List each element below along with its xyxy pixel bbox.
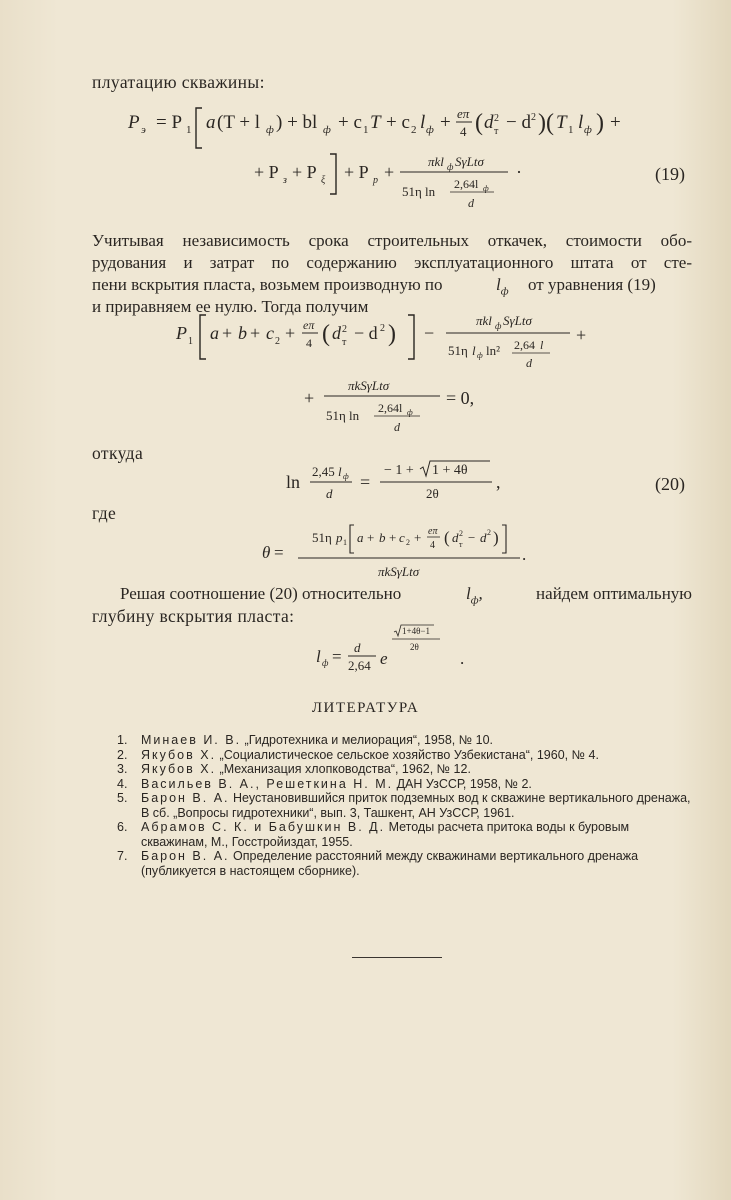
reference-number: 7. [117,849,128,863]
svg-text:T: T [370,112,381,133]
svg-text:(: ( [322,321,330,347]
equation-19-number: (19) [655,164,685,184]
svg-text:=: = [360,472,371,492]
paragraph-line-text: Решая соотношение (20) относительно [120,584,402,603]
svg-text:ф: ф [584,124,592,136]
svg-text:з: з [283,175,287,186]
svg-text:1: 1 [568,124,574,136]
svg-text:πkl: πkl [476,313,492,328]
svg-text:4: 4 [306,336,312,350]
svg-text:,: , [496,472,501,492]
equation-theta [258,520,568,587]
svg-text:р: р [373,175,378,186]
reference-author: Минаев И. В. [141,733,242,747]
svg-text:2: 2 [494,113,499,124]
equation-l-phi [310,622,480,685]
svg-text:+: + [389,530,397,545]
svg-text:−: − [424,323,435,343]
svg-text:d: d [480,530,487,545]
svg-text:l: l [540,338,544,352]
svg-text:2: 2 [459,529,463,538]
reference-number: 3. [117,762,128,776]
svg-text:2θ: 2θ [426,486,439,501]
svg-text:+: + [250,323,261,343]
equation-derivative-line-2 [300,372,500,443]
reference-text: Определение расстояний между скважинами вертикального дренажа (публикуется в настоящем сборнике). [141,849,639,878]
reference-number: 5. [117,791,128,805]
svg-text:+: + [222,323,233,343]
svg-text:2,45: 2,45 [312,464,335,479]
svg-text:= 0,: = 0, [446,388,475,408]
reference-text: „Гидротехника и мелиорация“, 1958, № 10. [244,733,493,747]
svg-text:2: 2 [531,112,536,123]
paragraph-line [120,583,692,605]
svg-text:ф: ф [322,658,329,668]
svg-text:4: 4 [430,540,435,551]
svg-text:э: э [141,124,146,136]
reference-text: ДАН УзССР, 1958, № 2. [396,776,532,791]
svg-text:2θ: 2θ [410,642,419,652]
svg-text:b: b [238,323,247,343]
svg-text:4: 4 [460,124,467,139]
svg-text:d: d [468,196,474,210]
svg-text:−: − [468,530,476,545]
svg-text:− 1 +: − 1 + [384,463,414,478]
svg-text:1: 1 [343,538,347,547]
reference-item [117,777,697,792]
literature-title: ЛИТЕРАТУРА [311,700,420,716]
svg-text:SγLtσ: SγLtσ [503,313,532,328]
svg-text:): ) [596,110,604,136]
svg-text:eπ: eπ [428,526,438,537]
svg-text:2: 2 [275,336,280,347]
svg-text:ф: ф [477,351,483,360]
reference-text: „Механизация хлопководства“, 1962, № 12. [219,762,471,776]
reference-item [117,733,697,748]
svg-text:(T + l: (T + l [217,112,261,133]
svg-text:+: + [384,162,395,182]
paragraph-line: Учитывая независимость срока строительных откачек, стоимости обо- [92,231,692,250]
svg-text:.: . [522,545,527,564]
svg-text:51η: 51η [448,343,468,358]
reference-number: 4. [117,776,128,791]
svg-text:ln: ln [286,472,301,492]
svg-text:ф: ф [495,321,502,331]
svg-text:1: 1 [188,336,193,347]
svg-text:т: т [342,337,347,348]
reference-number: 2. [117,747,128,762]
svg-text:+ P: + P [344,162,369,182]
svg-text:ф: ф [323,124,331,136]
word-gde: где [92,503,117,523]
reference-author: Якубов Х. [141,747,217,762]
svg-text:+: + [367,530,375,545]
paragraph-line-tail: найдем оптимальную [536,584,692,603]
svg-text:d: d [452,530,459,545]
svg-text:2: 2 [406,538,410,547]
svg-text:a: a [206,112,216,133]
svg-text:πkSγLtσ: πkSγLtσ [348,378,390,393]
paragraph-line-text: пени вскрытия пласта, возьмем производную по [92,275,443,294]
svg-text:+: + [304,388,315,408]
reference-author: Васильев В. А., Решеткина Н. М. [141,776,394,791]
svg-text:d: d [394,420,400,434]
reference-item [117,762,697,777]
equation-20 [282,458,522,513]
svg-text:1 + 4θ: 1 + 4θ [432,463,468,478]
paragraph-line: и приравняем ее нулю. Тогда получим [92,297,369,316]
svg-text:т: т [459,540,463,549]
svg-text:+: + [285,323,296,343]
variable-l-phi: $l_ф$ [496,275,509,298]
reference-author: Якубов Х. [141,762,217,776]
word-otkuda: откуда [92,443,144,463]
svg-text:+: + [610,112,621,133]
svg-text:− d: − d [354,323,378,343]
reference-author: Барон В. А. [141,849,230,863]
svg-text:2: 2 [380,323,385,334]
reference-item [117,791,697,820]
svg-text:P: P [128,112,140,133]
svg-text:ln²: ln² [486,343,501,358]
svg-text:2: 2 [342,324,347,335]
svg-text:51η: 51η [312,530,332,545]
svg-text:=: = [274,543,284,562]
reference-number: 1. [117,733,128,747]
closing-divider [352,957,442,958]
svg-text:51η ln: 51η ln [402,184,436,199]
paragraph-line: рудования и затрат по содержанию эксплуатационного штата от сте- [92,253,692,272]
paragraph-line: глубину вскрытия пласта: [92,606,295,626]
svg-text:c: c [266,323,274,343]
paragraph-line-tail: от уравнения (19) [528,275,656,294]
svg-text:): ) [388,321,396,347]
svg-text:πkSγLtσ: πkSγLtσ [378,564,420,579]
svg-text:ф: ф [343,472,349,481]
svg-text:d: d [332,323,341,343]
svg-text:(: ( [444,528,450,547]
svg-text:l: l [472,343,476,358]
svg-text:=: = [332,647,342,666]
svg-text:πkl: πkl [428,154,444,169]
svg-text:e: e [380,649,388,668]
svg-text:+ P: + P [254,162,279,182]
svg-text:− d: − d [506,112,531,133]
svg-text:l: l [316,647,321,666]
reference-author: Абрамов С. К. и Бабушкин В. Д. [141,820,386,834]
svg-text:p: p [336,530,343,545]
svg-text:d: d [526,356,532,370]
reference-number: 6. [117,820,128,834]
svg-text:+: + [576,325,587,345]
svg-text:ф: ф [447,162,454,172]
svg-text:2: 2 [411,124,417,136]
svg-text:c: c [399,530,405,545]
svg-text:+: + [414,530,422,545]
svg-text:51η ln: 51η ln [326,408,360,423]
svg-text:+ c: + c [386,112,410,133]
svg-text:SγLtσ: SγLtσ [455,154,484,169]
svg-text:d: d [484,112,494,133]
svg-text:ф: ф [266,124,274,136]
svg-text:+: + [440,112,451,133]
variable-l-phi: $l_ф$, [466,584,483,607]
svg-text:= P: = P [156,112,183,133]
reference-item [117,849,697,878]
svg-text:l: l [578,112,584,133]
svg-text:l: l [338,464,342,479]
svg-text:2,64: 2,64 [348,658,371,673]
reference-author: Барон В. А. [141,791,230,805]
svg-text:+ c: + c [338,112,362,133]
svg-text:)(: )( [538,110,554,136]
svg-text:eπ: eπ [457,106,470,121]
svg-text:d: d [326,486,333,501]
paragraph-solution [120,583,692,605]
equation-20-number: (20) [655,474,685,494]
svg-text:ф: ф [426,124,434,136]
reference-item [117,748,697,763]
svg-text:+ P: + P [292,162,317,182]
svg-text:.: . [460,649,465,668]
svg-text:2,64: 2,64 [514,338,535,352]
svg-text:1: 1 [186,124,192,136]
reference-text: Методы расчета притока воды к буровым скважинам, М., Госстройиздат, 1955. [141,820,630,849]
svg-text:2,64l: 2,64l [454,177,479,191]
svg-text:·: · [516,162,522,182]
svg-text:1: 1 [363,124,369,136]
equation-derivative-line-1 [172,305,632,380]
intro-text: плуатацию скважины: [92,72,265,92]
svg-text:θ: θ [262,543,271,562]
svg-text:d: d [354,640,361,655]
svg-text:T: T [556,112,567,133]
reference-text: „Социалистическое сельское хозяйство Узбекистана“, 1960, № 4. [219,747,599,762]
svg-text:) + bl: ) + bl [276,112,318,133]
svg-text:ф: ф [483,184,489,193]
svg-text:2: 2 [487,528,491,537]
svg-text:l: l [420,112,426,133]
paragraph-line [92,274,692,296]
reference-list [117,733,697,878]
svg-text:P: P [176,323,187,343]
svg-text:a: a [210,323,219,343]
svg-text:1+4θ−1: 1+4θ−1 [402,626,430,636]
svg-text:a: a [357,530,364,545]
svg-text:ф: ф [407,408,413,417]
svg-text:b: b [379,530,386,545]
svg-text:т: т [494,126,499,137]
svg-text:eπ: eπ [303,318,315,332]
svg-text:): ) [493,528,499,547]
svg-text:ξ: ξ [321,175,326,186]
reference-text: Неустановившийся приток подземных вод к скважине вертикального дренажа, В сб. „Вопросы гидротехники“, вып. 3, Ташкент, АН УзССР, 1961. [141,791,691,820]
svg-text:2,64l: 2,64l [378,401,403,415]
equation-19-line-2 [250,150,550,221]
svg-text:(: ( [475,110,483,136]
reference-item [117,820,697,849]
